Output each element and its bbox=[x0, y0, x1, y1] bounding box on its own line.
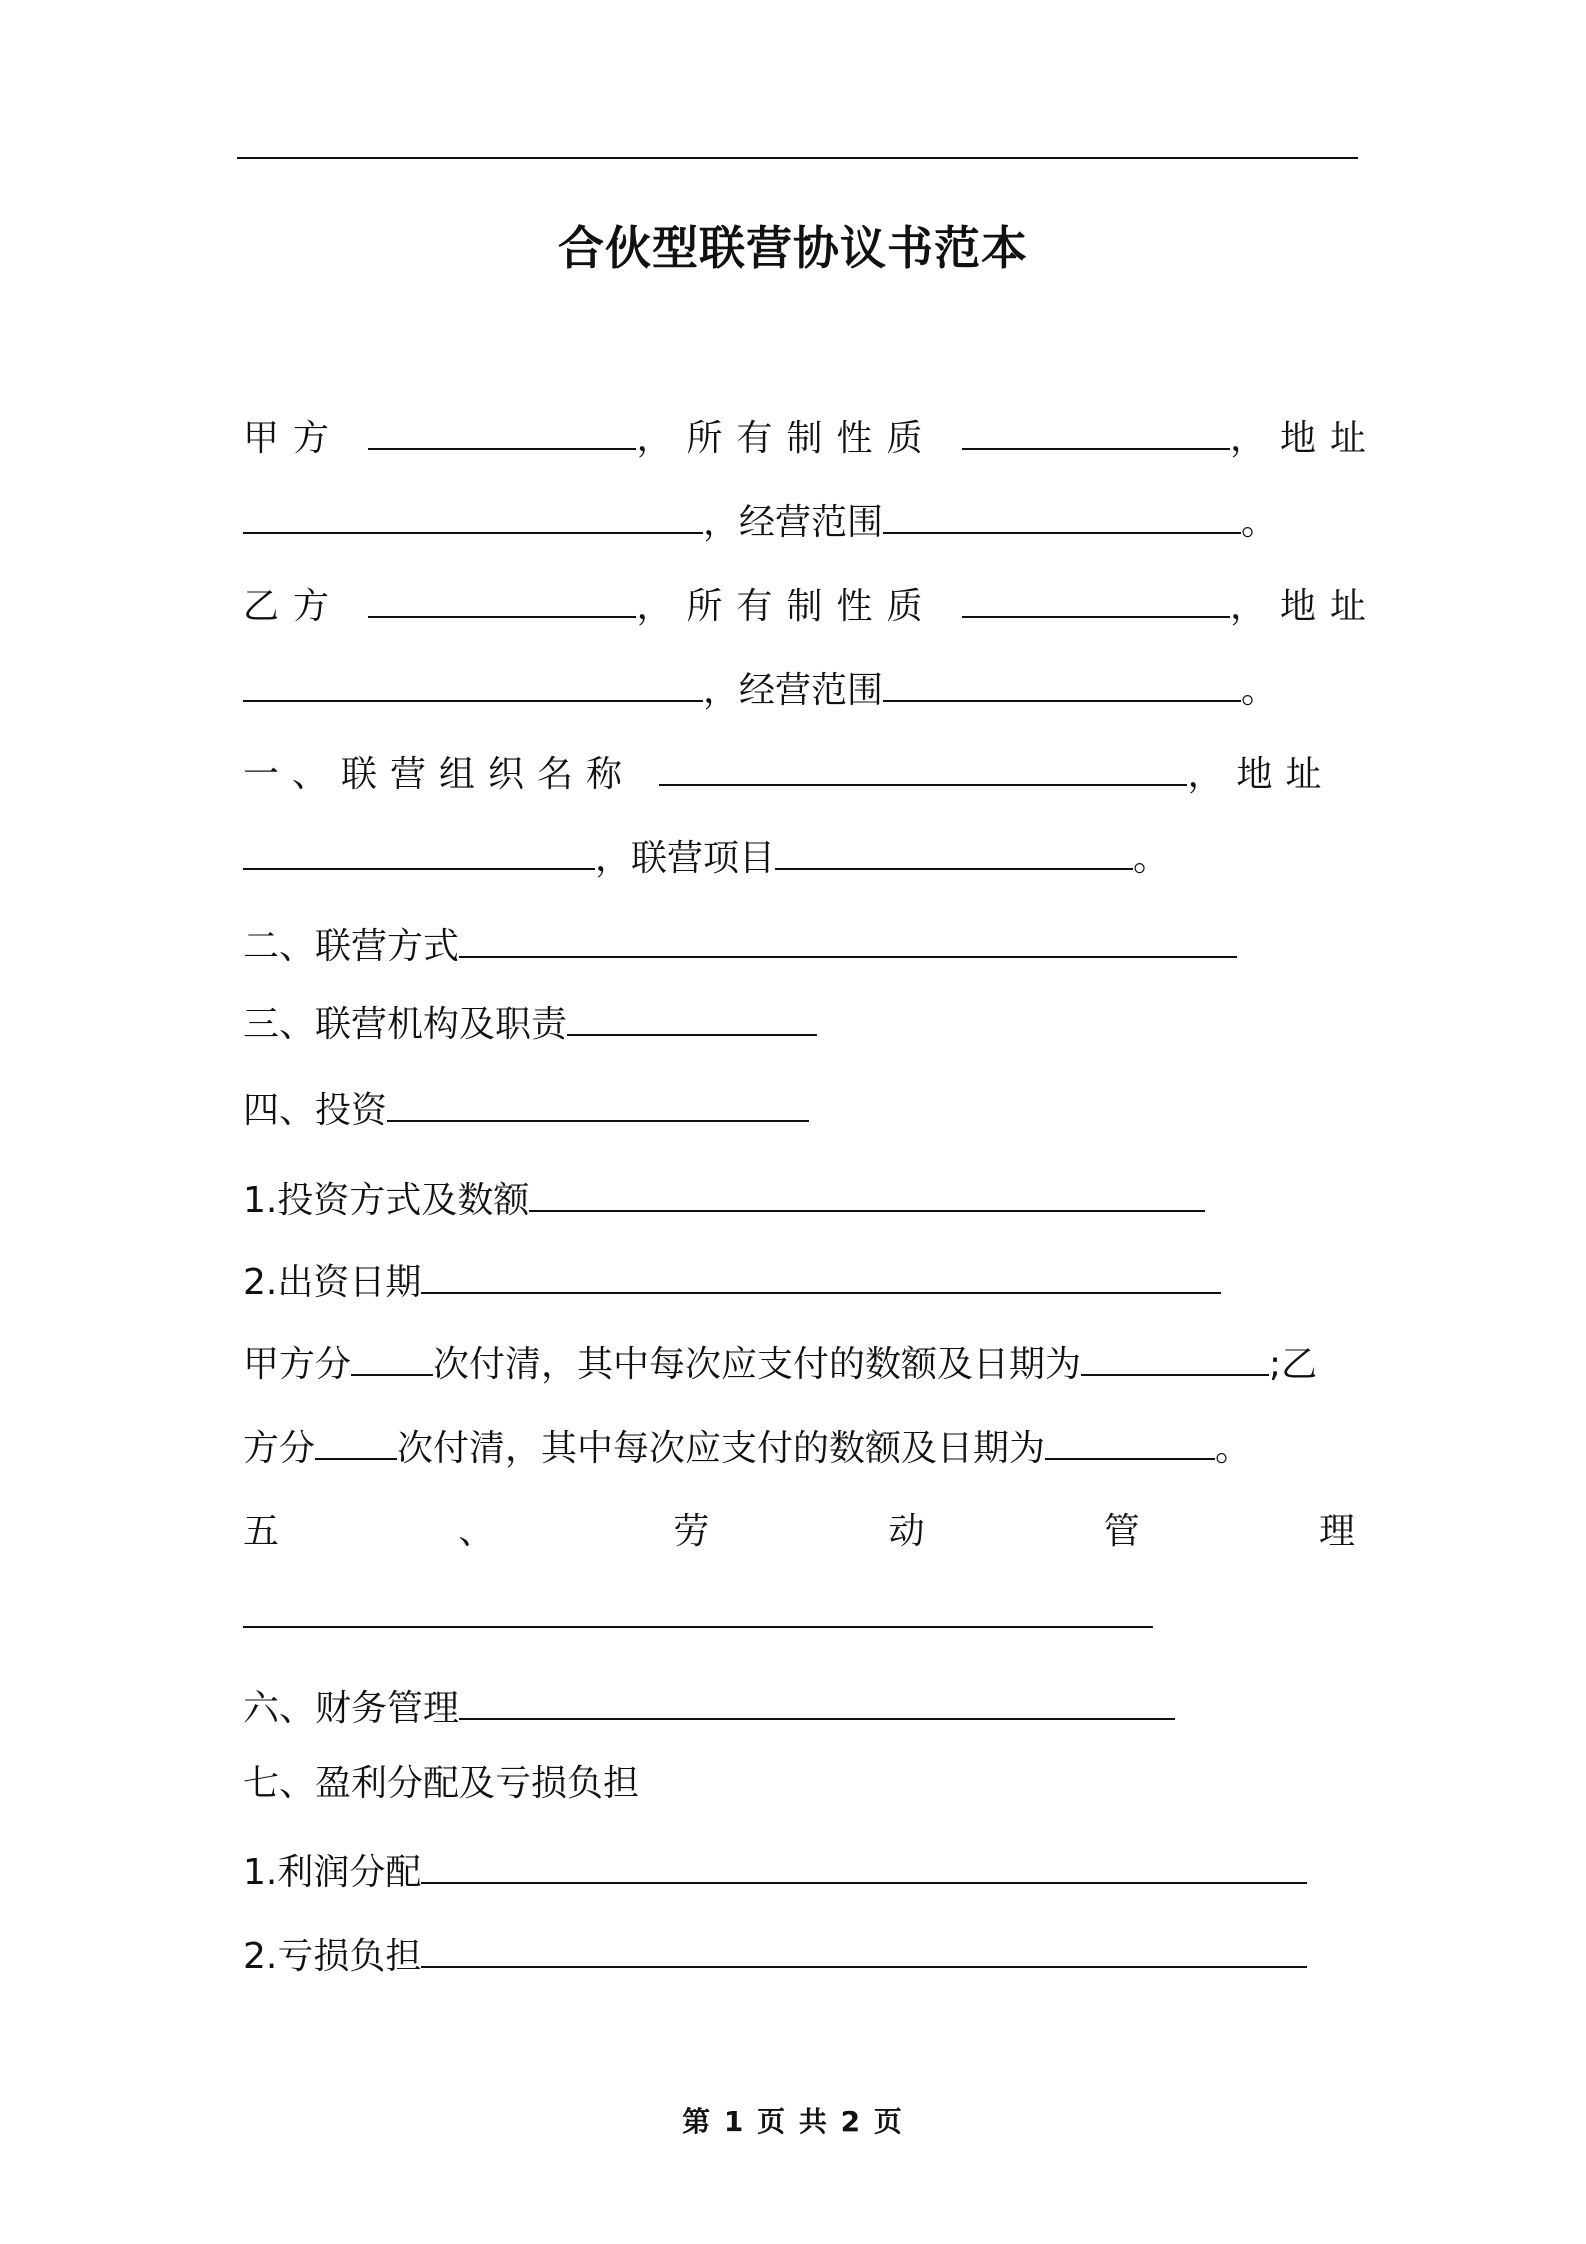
party-b-name-field[interactable] bbox=[368, 582, 636, 618]
party-a-address-label: ，地址 bbox=[1229, 418, 1380, 459]
section-7-1-label: 1.利润分配 bbox=[243, 1852, 422, 1893]
party-b-line bbox=[243, 582, 1380, 631]
party-b-address-field[interactable] bbox=[243, 666, 703, 702]
party-b-ownership-field[interactable] bbox=[962, 582, 1230, 618]
section-3-label: 三、联营机构及职责 bbox=[243, 1004, 568, 1045]
investment-field[interactable] bbox=[387, 1086, 809, 1122]
payment-line-1 bbox=[243, 1340, 1317, 1389]
joint-mode-field[interactable] bbox=[459, 922, 1237, 958]
party-a-scope-label: ，经营范围 bbox=[703, 502, 884, 543]
party-b-amount-date-field[interactable] bbox=[1045, 1424, 1215, 1460]
party-b-scope-field[interactable] bbox=[883, 666, 1241, 702]
profit-distribution-field[interactable] bbox=[421, 1848, 1307, 1884]
party-a-ownership-field[interactable] bbox=[962, 414, 1230, 450]
party-b-ownership-label: ，所有制性质 bbox=[636, 586, 937, 627]
section-1-line bbox=[243, 750, 1334, 799]
section-5-char: 、 bbox=[458, 1511, 495, 1552]
payment-b-end: 。 bbox=[1215, 1428, 1252, 1469]
section-6-line bbox=[243, 1684, 1175, 1733]
section-2-label: 二、联营方式 bbox=[243, 926, 460, 967]
investment-method-field[interactable] bbox=[529, 1176, 1205, 1212]
section-7-2-label: 2.亏损负担 bbox=[243, 1936, 422, 1977]
party-b-end: 。 bbox=[1241, 670, 1278, 711]
party-a-scope-field[interactable] bbox=[883, 498, 1241, 534]
section-5-char: 动 bbox=[888, 1511, 925, 1552]
party-a-amount-date-field[interactable] bbox=[1081, 1340, 1269, 1376]
section-2-line bbox=[243, 922, 1237, 971]
section-7-line bbox=[243, 1760, 639, 1808]
section-5-heading bbox=[243, 1508, 1355, 1556]
section-1-line-2 bbox=[243, 834, 1169, 883]
labor-management-field[interactable] bbox=[243, 1592, 1153, 1628]
section-4-label: 四、投资 bbox=[243, 1090, 388, 1131]
payment-b-prefix: 方分 bbox=[243, 1428, 316, 1469]
payment-a-text: 次付清，其中每次应支付的数额及日期为 bbox=[433, 1344, 1082, 1385]
section-4-2-line bbox=[243, 1258, 1221, 1307]
section-5-char: 管 bbox=[1103, 1511, 1140, 1552]
header-rule bbox=[237, 157, 1358, 159]
section-5-char: 理 bbox=[1318, 1511, 1355, 1552]
page-title: 合伙型联营协议书范本 bbox=[558, 221, 1028, 275]
joint-agency-field[interactable] bbox=[567, 1000, 817, 1036]
section-6-label: 六、财务管理 bbox=[243, 1688, 460, 1729]
party-a-address-field[interactable] bbox=[243, 498, 703, 534]
section-3-line bbox=[243, 1000, 817, 1049]
party-a-installments-field[interactable] bbox=[351, 1340, 433, 1376]
section-5-char: 劳 bbox=[673, 1511, 710, 1552]
section-7-label: 七、盈利分配及亏损负担 bbox=[243, 1763, 640, 1804]
party-b-label: 乙方 bbox=[243, 586, 344, 627]
payment-b-text: 次付清，其中每次应支付的数额及日期为 bbox=[397, 1428, 1046, 1469]
payment-a-prefix: 甲方分 bbox=[243, 1344, 352, 1385]
page-number: 第 1 页 共 2 页 bbox=[682, 2105, 904, 2138]
payment-a-end: ;乙 bbox=[1269, 1344, 1318, 1385]
party-a-name-field[interactable] bbox=[368, 414, 636, 450]
party-a-end: 。 bbox=[1241, 502, 1278, 543]
joint-project-label: ，联营项目 bbox=[595, 838, 776, 879]
section-1-address-label: ，地址 bbox=[1187, 754, 1335, 795]
section-4-line bbox=[243, 1086, 809, 1135]
joint-org-address-field[interactable] bbox=[243, 834, 595, 870]
section-1-end: 。 bbox=[1133, 838, 1170, 879]
section-4-2-label: 2.出资日期 bbox=[243, 1262, 422, 1303]
section-1-label: 一、联营组织名称 bbox=[243, 754, 636, 795]
contribution-date-field[interactable] bbox=[421, 1258, 1221, 1294]
loss-bearing-field[interactable] bbox=[421, 1932, 1307, 1968]
joint-project-field[interactable] bbox=[775, 834, 1133, 870]
party-b-address-label: ，地址 bbox=[1229, 586, 1380, 627]
party-a-line bbox=[243, 414, 1380, 463]
party-a-line-2 bbox=[243, 498, 1277, 547]
party-b-line-2 bbox=[243, 666, 1277, 715]
section-7-2-line bbox=[243, 1932, 1307, 1981]
party-a-ownership-label: ，所有制性质 bbox=[636, 418, 937, 459]
section-5-line-2 bbox=[243, 1592, 1153, 1641]
party-b-installments-field[interactable] bbox=[315, 1424, 397, 1460]
financial-management-field[interactable] bbox=[459, 1684, 1175, 1720]
section-4-1-line bbox=[243, 1176, 1205, 1225]
party-b-scope-label: ，经营范围 bbox=[703, 670, 884, 711]
payment-line-2 bbox=[243, 1424, 1251, 1473]
joint-org-name-field[interactable] bbox=[659, 750, 1187, 786]
section-7-1-line bbox=[243, 1848, 1307, 1897]
section-4-1-label: 1.投资方式及数额 bbox=[243, 1180, 530, 1221]
section-5-char: 五 bbox=[243, 1511, 280, 1552]
party-a-label: 甲方 bbox=[243, 418, 344, 459]
